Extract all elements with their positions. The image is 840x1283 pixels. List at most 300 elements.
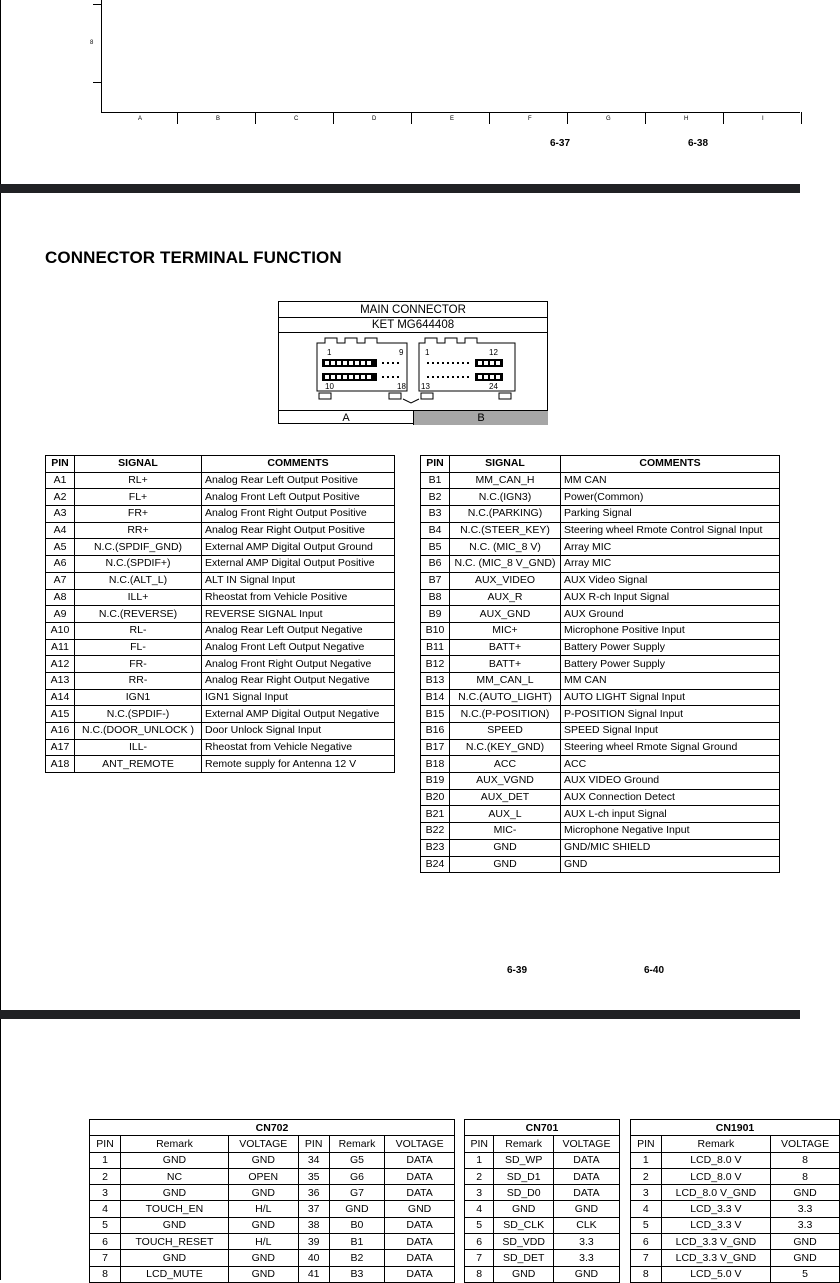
table-cell: B15: [421, 706, 450, 723]
table-cell: P-POSITION Signal Input: [561, 706, 780, 723]
table-cell: ACC: [450, 756, 561, 773]
table-cell: B10: [421, 622, 450, 639]
table-cell: Rheostat from Vehicle Positive: [202, 589, 395, 606]
table-cell: FL-: [75, 639, 202, 656]
table-cell: A11: [46, 639, 75, 656]
table-cell: AUX Video Signal: [561, 572, 780, 589]
column-header: VOLTAGE: [228, 1136, 298, 1152]
table-cell: DATA: [553, 1185, 619, 1201]
table-cell: Parking Signal: [561, 506, 780, 523]
diagram-tick-mid: [93, 82, 101, 83]
table-cell: G6: [329, 1168, 384, 1184]
table-cell: 8: [771, 1152, 840, 1168]
main-connector-diagram: [278, 301, 548, 424]
table-cell: AUX_DET: [450, 789, 561, 806]
table-cell: B2: [421, 489, 450, 506]
table-row: [421, 556, 780, 573]
axis-tick: [801, 112, 802, 124]
table-cell: GND/MIC SHIELD: [561, 839, 780, 856]
top-page: [0, 0, 800, 184]
table-cell: A5: [46, 539, 75, 556]
table-row: [46, 522, 395, 539]
table-cell: Analog Front Left Output Positive: [202, 489, 395, 506]
axis-row-label: 8: [90, 40, 94, 46]
table-cell: B17: [421, 739, 450, 756]
table-cell: AUX_VGND: [450, 773, 561, 790]
pin-label-b1: 1: [425, 348, 430, 357]
table-cell: FR+: [75, 506, 202, 523]
table-cell: N.C.(SPDIF_GND): [75, 539, 202, 556]
table-cell: AUX_VIDEO: [450, 572, 561, 589]
column-header: Remark: [494, 1136, 554, 1152]
table-row: [46, 756, 395, 773]
table-cell: LCD_3.3 V: [661, 1201, 770, 1217]
table-cell: AUX Connection Detect: [561, 789, 780, 806]
table-cell: B9: [421, 606, 450, 623]
table-row: [90, 1250, 455, 1266]
table-cell: OPEN: [228, 1168, 298, 1184]
table-cell: N.C.(SPDIF-): [75, 706, 202, 723]
table-cell: N.C.(AUTO_LIGHT): [450, 689, 561, 706]
table-cell: Power(Common): [561, 489, 780, 506]
table-row: [465, 1152, 620, 1168]
table-cell: AUX_L: [450, 806, 561, 823]
table-cell: LCD_8.0 V_GND: [661, 1185, 770, 1201]
table-cell: Array MIC: [561, 556, 780, 573]
axis-column-label: D: [372, 116, 377, 122]
table-row: [421, 806, 780, 823]
diagram-frame-bottom: [101, 112, 800, 113]
connector-drawing: [279, 333, 547, 410]
table-cell: G7: [329, 1185, 384, 1201]
axis-column-label: H: [684, 116, 689, 122]
table-cell: N.C.(DOOR_UNLOCK ): [75, 723, 202, 740]
table-cell: GND: [385, 1201, 455, 1217]
page-number-6-40: 6-40: [644, 965, 665, 976]
table-cell: GND: [771, 1250, 840, 1266]
table-row: [90, 1217, 455, 1233]
table-cell: 4: [465, 1201, 494, 1217]
table-cell: GND: [494, 1266, 554, 1282]
table-cell: Steering wheel Rmote Control Signal Input: [561, 522, 780, 539]
table-row: [421, 756, 780, 773]
pin-label-b24: 24: [489, 382, 498, 391]
table-row: [421, 789, 780, 806]
connector-label-b: B: [414, 411, 548, 425]
table-cell: ACC: [561, 756, 780, 773]
table-cell: IGN1: [75, 689, 202, 706]
table-row: [421, 739, 780, 756]
page-divider: [0, 1010, 800, 1019]
axis-tick: [645, 112, 646, 124]
table-cell: 3.3: [771, 1201, 840, 1217]
table-cell: B2: [329, 1250, 384, 1266]
table-cell: AUX L-ch input Signal: [561, 806, 780, 823]
table-cell: 37: [298, 1201, 329, 1217]
table-cell: GND: [553, 1201, 619, 1217]
axis-tick: [411, 112, 412, 124]
table-cell: MM CAN: [561, 672, 780, 689]
table-cell: GND: [228, 1185, 298, 1201]
table-row: [421, 522, 780, 539]
table-cell: DATA: [553, 1152, 619, 1168]
table-cell: 38: [298, 1217, 329, 1233]
table-cell: A17: [46, 739, 75, 756]
table-cell: SPEED Signal Input: [561, 723, 780, 740]
table-cell: RL-: [75, 622, 202, 639]
table-cell: LCD_3.3 V: [661, 1217, 770, 1233]
table-cell: B13: [421, 672, 450, 689]
table-caption: CN702: [90, 1120, 455, 1136]
table-cell: 3: [465, 1185, 494, 1201]
table-row: [421, 672, 780, 689]
table-cell: A12: [46, 656, 75, 673]
page-number-6-39: 6-39: [507, 965, 528, 976]
table-row: [90, 1185, 455, 1201]
page-title: CONNECTOR TERMINAL FUNCTION: [45, 248, 342, 267]
table-cell: A4: [46, 522, 75, 539]
table-cell: IGN1 Signal Input: [202, 689, 395, 706]
table-cell: 4: [90, 1201, 121, 1217]
table-row: [46, 672, 395, 689]
table-row: [465, 1266, 620, 1282]
page-number-6-38: 6-38: [688, 138, 709, 149]
table-cell: 5: [771, 1266, 840, 1282]
table-row: [421, 856, 780, 873]
table-row: [631, 1201, 840, 1217]
table-cell: Remote supply for Antenna 12 V: [202, 756, 395, 773]
table-cell: Analog Front Left Output Negative: [202, 639, 395, 656]
axis-column-label: B: [216, 116, 221, 122]
table-cell: ILL-: [75, 739, 202, 756]
table-cell: 1: [631, 1152, 662, 1168]
table-cell: Microphone Negative Input: [561, 823, 780, 840]
table-cell: A10: [46, 622, 75, 639]
table-cell: B23: [421, 839, 450, 856]
column-header: VOLTAGE: [771, 1136, 840, 1152]
diagram-frame-left: [101, 0, 102, 112]
table-cell: N.C.(KEY_GND): [450, 739, 561, 756]
table-cell: A9: [46, 606, 75, 623]
table-cell: 1: [90, 1152, 121, 1168]
table-cell: SD_D0: [494, 1185, 554, 1201]
table-cell: A7: [46, 572, 75, 589]
table-cell: B24: [421, 856, 450, 873]
table-cell: DATA: [385, 1266, 455, 1282]
pin-label-a18: 18: [397, 382, 406, 391]
table-cell: Steering wheel Rmote Signal Ground: [561, 739, 780, 756]
table-cell: 7: [631, 1250, 662, 1266]
table-cell: LCD_5.0 V: [661, 1266, 770, 1282]
table-cell: GND: [553, 1266, 619, 1282]
table-row: [46, 723, 395, 740]
table-row: [46, 606, 395, 623]
table-cell: 2: [631, 1168, 662, 1184]
table-cell: 34: [298, 1152, 329, 1168]
table-row: [90, 1234, 455, 1250]
table-row: [46, 706, 395, 723]
table-cell: 3.3: [553, 1234, 619, 1250]
table-cell: G5: [329, 1152, 384, 1168]
column-header: Remark: [121, 1136, 229, 1152]
table-cell: DATA: [385, 1152, 455, 1168]
table-row: [631, 1250, 840, 1266]
page-border-left: [0, 0, 1, 184]
table-cell: Battery Power Supply: [561, 656, 780, 673]
table-cell: AUX Ground: [561, 606, 780, 623]
table-row: [421, 723, 780, 740]
column-header: VOLTAGE: [553, 1136, 619, 1152]
table-cell: B14: [421, 689, 450, 706]
table-cell: N.C.(PARKING): [450, 506, 561, 523]
table-cell: SD_WP: [494, 1152, 554, 1168]
table-cell: GND: [771, 1234, 840, 1250]
column-header: Remark: [661, 1136, 770, 1152]
table-row: [631, 1266, 840, 1282]
diagram-tick-top: [93, 4, 101, 5]
table-row: [631, 1168, 840, 1184]
table-cell: AUX_GND: [450, 606, 561, 623]
table-row: [421, 489, 780, 506]
table-cell: TOUCH_RESET: [121, 1234, 229, 1250]
table-cell: FL+: [75, 489, 202, 506]
table-cell: GND: [228, 1266, 298, 1282]
axis-column-label: E: [450, 116, 455, 122]
table-cell: Analog Rear Left Output Positive: [202, 472, 395, 489]
table-cell: B3: [421, 506, 450, 523]
table-row: [421, 839, 780, 856]
column-header: VOLTAGE: [385, 1136, 455, 1152]
table-cell: GND: [121, 1185, 229, 1201]
table-cell: External AMP Digital Output Positive: [202, 556, 395, 573]
table-cell: LCD_3.3 V_GND: [661, 1234, 770, 1250]
table-cell: B11: [421, 639, 450, 656]
table-cell: DATA: [385, 1168, 455, 1184]
table-cell: AUTO LIGHT Signal Input: [561, 689, 780, 706]
column-header: SIGNAL: [75, 456, 202, 473]
table-cell: N.C.(STEER_KEY): [450, 522, 561, 539]
table-cell: 1: [465, 1152, 494, 1168]
table-cell: GND: [561, 856, 780, 873]
table-cell: 4: [631, 1201, 662, 1217]
table-cell: 2: [90, 1168, 121, 1184]
table-row: [631, 1217, 840, 1233]
axis-tick: [489, 112, 490, 124]
table-cell: B8: [421, 589, 450, 606]
table-cell: CLK: [553, 1217, 619, 1233]
table-cell: DATA: [385, 1250, 455, 1266]
table-cell: 6: [465, 1234, 494, 1250]
table-row: [421, 539, 780, 556]
table-cell: H/L: [228, 1234, 298, 1250]
table-cell: A6: [46, 556, 75, 573]
table-cell: B22: [421, 823, 450, 840]
table-cell: ALT IN Signal Input: [202, 572, 395, 589]
table-cell: N.C.(REVERSE): [75, 606, 202, 623]
pin-label-a10: 10: [325, 382, 334, 391]
table-cell: NC: [121, 1168, 229, 1184]
table-row: [421, 589, 780, 606]
column-header: PIN: [421, 456, 450, 473]
table-row: [90, 1201, 455, 1217]
table-row: [465, 1234, 620, 1250]
table-cell: 6: [90, 1234, 121, 1250]
table-cell: FR-: [75, 656, 202, 673]
table-cell: B21: [421, 806, 450, 823]
table-cell: BATT+: [450, 656, 561, 673]
table-cell: 8: [90, 1266, 121, 1282]
table-cell: A13: [46, 672, 75, 689]
table-cell: A1: [46, 472, 75, 489]
table-cell: A8: [46, 589, 75, 606]
connector-label-a: A: [279, 411, 414, 425]
table-cell: 5: [631, 1217, 662, 1233]
table-cell: Microphone Positive Input: [561, 622, 780, 639]
table-cell: 6: [631, 1234, 662, 1250]
table-cell: N.C.(ALT_L): [75, 572, 202, 589]
column-header: PIN: [298, 1136, 329, 1152]
table-row: [421, 606, 780, 623]
axis-tick: [723, 112, 724, 124]
table-cell: MIC+: [450, 622, 561, 639]
axis-column-label: G: [606, 116, 611, 122]
table-row: [46, 589, 395, 606]
table-cell: 8: [631, 1266, 662, 1282]
table-cell: RR-: [75, 672, 202, 689]
table-row: [465, 1185, 620, 1201]
table-cell: SD_CLK: [494, 1217, 554, 1233]
table-cell: GND: [494, 1201, 554, 1217]
table-cell: N.C.(SPDIF+): [75, 556, 202, 573]
table-cell: GND: [228, 1250, 298, 1266]
axis-column-label: A: [138, 116, 143, 122]
table-cell: SPEED: [450, 723, 561, 740]
table-row: [421, 773, 780, 790]
pin-table-a: [45, 455, 395, 773]
axis-column-label: F: [528, 116, 532, 122]
axis-column-label: I: [762, 116, 764, 122]
table-row: [421, 506, 780, 523]
axis-tick: [177, 112, 178, 124]
page-divider: [0, 184, 800, 193]
table-row: [421, 823, 780, 840]
table-row: [465, 1201, 620, 1217]
table-cell: LCD_8.0 V: [661, 1168, 770, 1184]
cn702-table: [89, 1119, 455, 1283]
table-cell: SD_DET: [494, 1250, 554, 1266]
table-row: [631, 1185, 840, 1201]
table-cell: AUX VIDEO Ground: [561, 773, 780, 790]
table-cell: B1: [421, 472, 450, 489]
table-cell: Array MIC: [561, 539, 780, 556]
table-cell: Analog Front Right Output Negative: [202, 656, 395, 673]
table-cell: RR+: [75, 522, 202, 539]
table-row: [465, 1168, 620, 1184]
table-cell: N.C.(IGN3): [450, 489, 561, 506]
table-cell: 35: [298, 1168, 329, 1184]
table-cell: GND: [771, 1185, 840, 1201]
table-row: [46, 639, 395, 656]
pin-label-b13: 13: [421, 382, 430, 391]
table-cell: GND: [450, 856, 561, 873]
table-cell: External AMP Digital Output Ground: [202, 539, 395, 556]
table-row: [46, 739, 395, 756]
table-cell: A14: [46, 689, 75, 706]
table-cell: 41: [298, 1266, 329, 1282]
table-cell: LCD_3.3 V_GND: [661, 1250, 770, 1266]
table-cell: SD_D1: [494, 1168, 554, 1184]
table-cell: Battery Power Supply: [561, 639, 780, 656]
table-cell: LCD_8.0 V: [661, 1152, 770, 1168]
column-header: PIN: [465, 1136, 494, 1152]
table-cell: 39: [298, 1234, 329, 1250]
table-row: [46, 506, 395, 523]
table-row: [465, 1217, 620, 1233]
column-header: Remark: [329, 1136, 384, 1152]
table-row: [46, 656, 395, 673]
table-cell: 5: [90, 1217, 121, 1233]
table-cell: DATA: [385, 1217, 455, 1233]
table-cell: B0: [329, 1217, 384, 1233]
table-row: [46, 689, 395, 706]
table-cell: Door Unlock Signal Input: [202, 723, 395, 740]
table-row: [421, 639, 780, 656]
table-row: [46, 472, 395, 489]
table-cell: GND: [450, 839, 561, 856]
table-row: [631, 1152, 840, 1168]
page-border-left: [0, 193, 1, 1010]
column-header: SIGNAL: [450, 456, 561, 473]
table-cell: Rheostat from Vehicle Negative: [202, 739, 395, 756]
table-cell: DATA: [385, 1234, 455, 1250]
table-cell: 8: [771, 1168, 840, 1184]
table-row: [46, 539, 395, 556]
table-cell: 7: [90, 1250, 121, 1266]
table-row: [46, 622, 395, 639]
table-cell: A18: [46, 756, 75, 773]
table-cell: 3: [90, 1185, 121, 1201]
table-cell: 40: [298, 1250, 329, 1266]
table-cell: B18: [421, 756, 450, 773]
cn1901-clip: [630, 1119, 830, 1281]
table-cell: B20: [421, 789, 450, 806]
table-cell: B1: [329, 1234, 384, 1250]
table-row: [421, 689, 780, 706]
pin-label-b12: 12: [489, 348, 498, 357]
table-cell: ANT_REMOTE: [75, 756, 202, 773]
pin-label-a1: 1: [327, 348, 332, 357]
table-cell: MM_CAN_H: [450, 472, 561, 489]
table-row: [631, 1234, 840, 1250]
table-row: [421, 706, 780, 723]
table-cell: 7: [465, 1250, 494, 1266]
table-caption: CN701: [465, 1120, 620, 1136]
table-cell: B16: [421, 723, 450, 740]
table-cell: 3.3: [553, 1250, 619, 1266]
table-cell: 2: [465, 1168, 494, 1184]
table-cell: GND: [228, 1217, 298, 1233]
table-cell: DATA: [385, 1185, 455, 1201]
table-cell: Analog Rear Right Output Positive: [202, 522, 395, 539]
table-cell: A3: [46, 506, 75, 523]
table-cell: A2: [46, 489, 75, 506]
table-row: [421, 472, 780, 489]
axis-tick: [333, 112, 334, 124]
table-cell: Analog Rear Right Output Negative: [202, 672, 395, 689]
table-cell: A16: [46, 723, 75, 740]
table-cell: 5: [465, 1217, 494, 1233]
table-cell: MM_CAN_L: [450, 672, 561, 689]
